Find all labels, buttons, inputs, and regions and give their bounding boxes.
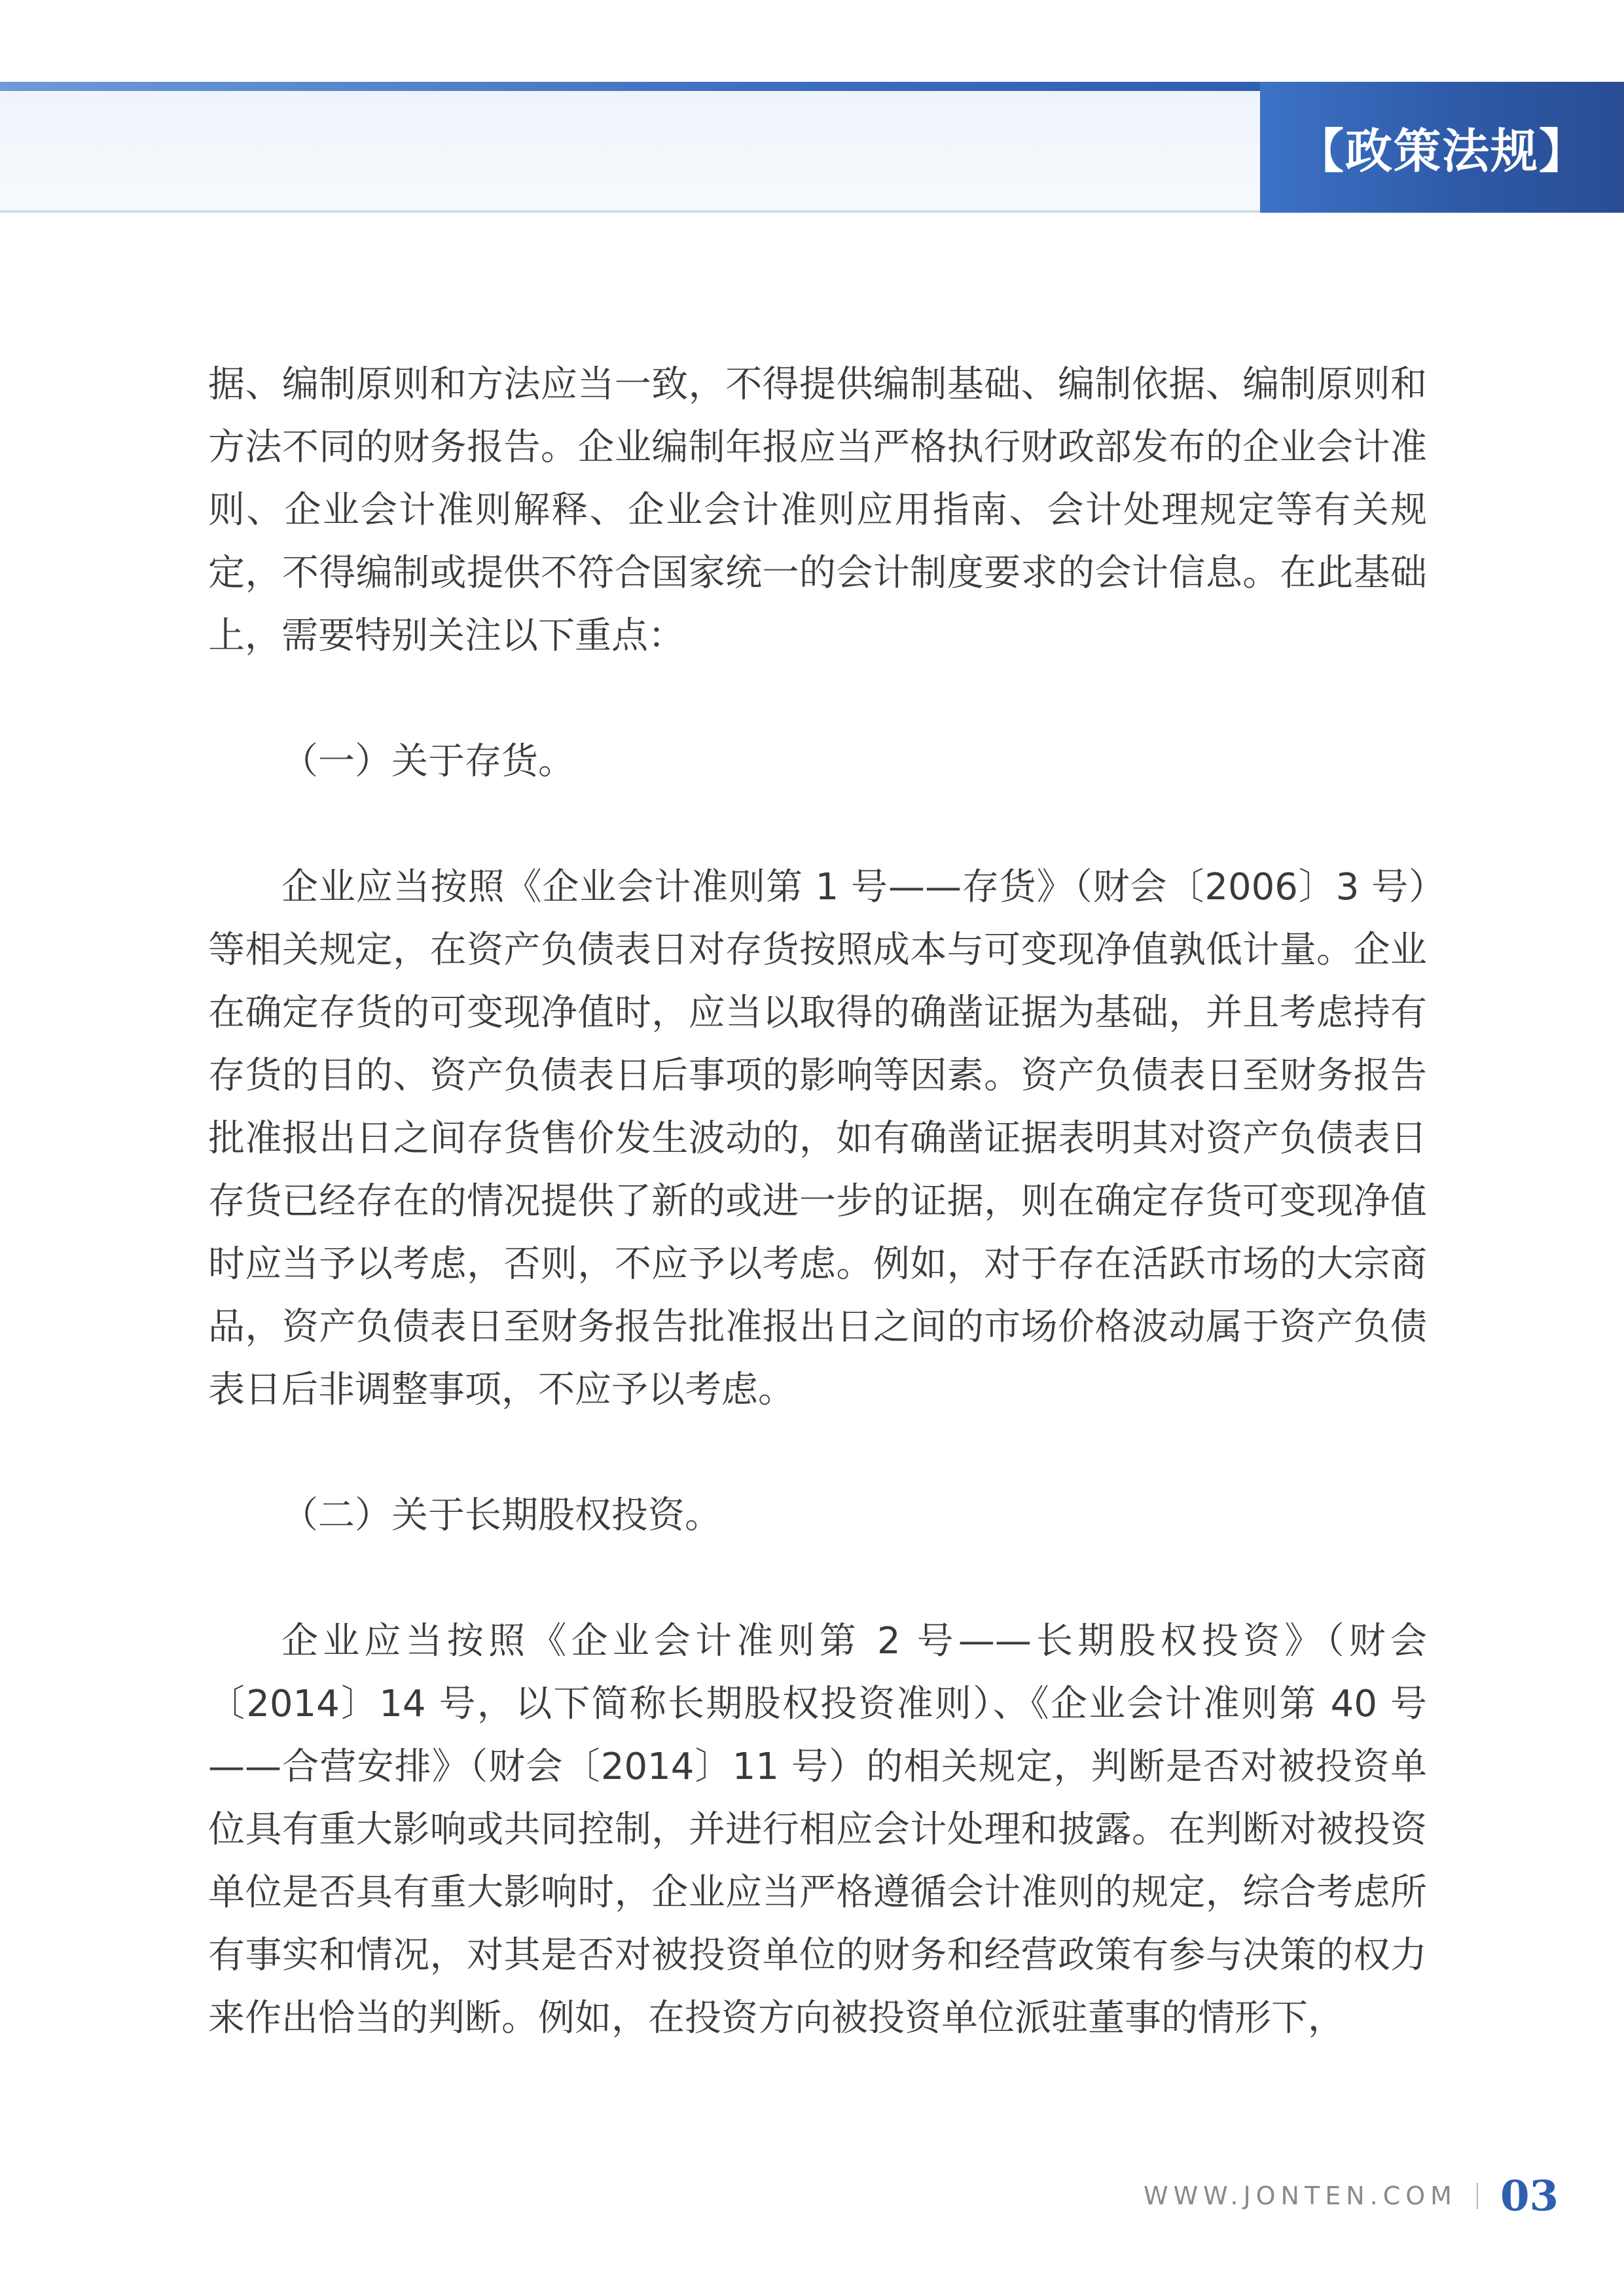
article-body <box>208 353 1427 2050</box>
section-tab <box>1260 82 1624 213</box>
website-url: WWW.JONTEN.COM <box>1144 2181 1457 2210</box>
paragraph-gap <box>208 1422 1427 1484</box>
page-header <box>0 82 1624 213</box>
header-divider <box>0 210 1260 213</box>
paragraph-continued: 据、编制原则和方法应当一致，不得提供编制基础、编制依据、编制原则和方法不同的财务报告。企业编制年报应当严格执行财政部发布的企业会计准则、企业会计准则解释、企业会计准则应用指南、会计处理规定等有关规定，不得编制或提供不符合国家统一的会计制度要求的会计信息。在此基础上，需要特别关注以下重点： <box>208 363 1427 657</box>
paragraph-gap <box>208 1547 1427 1610</box>
header-accent-line <box>0 82 1260 91</box>
section-heading-inventory: （一）关于存货。 <box>281 740 575 783</box>
page-footer <box>1144 2166 1559 2225</box>
paragraph-equity-investment: 企业应当按照《企业会计准则第 2 号——长期股权投资》（财会〔2014〕14 号，以下简称长期股权投资准则）、《企业会计准则第 40 号——合营安排》（财会〔2014〕11 号）的相关规定，判断是否对被投资单位具有重大影响或共同控制，并进行相应会计处理和披露。在判断对被投资单位是否具有重大影响时，企业应当严格遵循会计准则的规定，综合考虑所有事实和情况，对其是否对被投资单位的财务和经营政策有参与决策的权力来作出恰当的判断。例如，在投资方向被投资单位派驻董事的情形下， <box>208 1620 1427 2039</box>
paragraph-inventory: 企业应当按照《企业会计准则第 1 号——存货》（财会〔2006〕3 号）等相关规定，在资产负债表日对存货按照成本与可变现净值孰低计量。企业在确定存货的可变现净值时，应当以取得的确凿证据为基础，并且考虑持有存货的目的、资产负债表日后事项的影响等因素。资产负债表日至财务报告批准报出日之间存货售价发生波动的，如有确凿证据表明其对资产负债表日存货已经存在的情况提供了新的或进一步的证据，则在确定存货可变现净值时应当予以考虑，否则，不应予以考虑。例如，对于存在活跃市场的大宗商品，资产负债表日至财务报告批准报出日之间的市场价格波动属于资产负债表日后非调整事项，不应予以考虑。 <box>208 866 1427 1411</box>
page-number: 03 <box>1500 2171 1559 2221</box>
section-heading-equity-investment: （二）关于长期股权投资。 <box>281 1494 721 1537</box>
header-band <box>0 91 1260 213</box>
paragraph-gap <box>208 793 1427 856</box>
section-label: 【政策法规】 <box>1296 123 1587 179</box>
footer-divider <box>1477 2183 1478 2209</box>
paragraph-gap <box>208 668 1427 730</box>
